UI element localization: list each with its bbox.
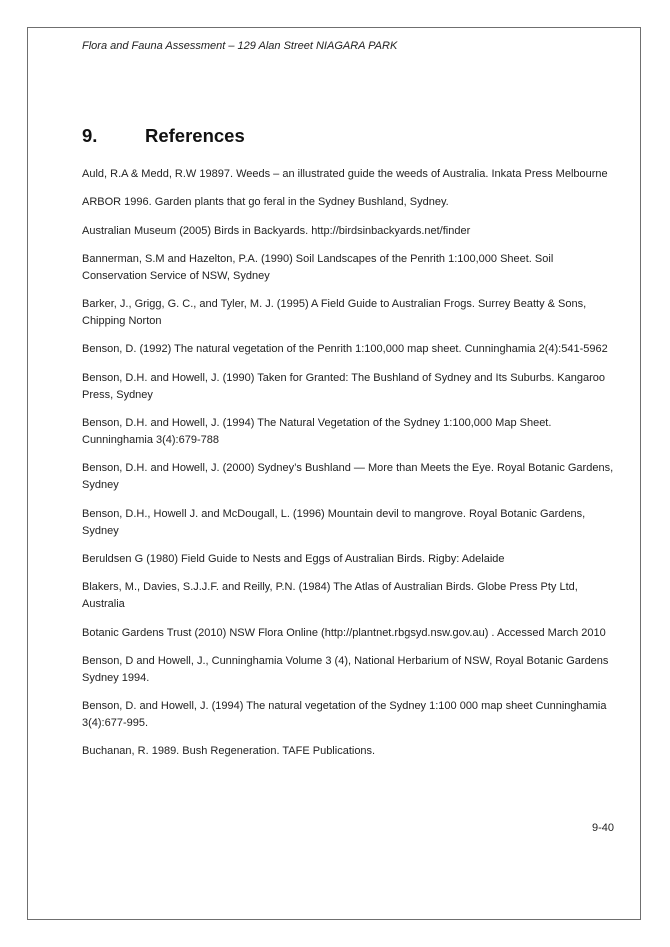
reference-item: ARBOR 1996. Garden plants that go feral in the Sydney Bushland, Sydney. bbox=[82, 196, 449, 209]
reference-item: Blakers, M., Davies, S.J.J.F. and Reilly, P.N. (1984) The Atlas of Australian Birds. Globe Press Pty Ltd, Australia bbox=[82, 581, 578, 611]
reference-list bbox=[82, 166, 614, 772]
reference-item: Barker, J., Grigg, G. C., and Tyler, M. J. (1995) A Field Guide to Australian Frogs. Surrey Beatty & Sons, Chipping Norton bbox=[82, 298, 587, 328]
reference-item: Auld, R.A & Medd, R.W 19897. Weeds – an illustrated guide the weeds of Australia. Inkata Press Melbourne bbox=[82, 168, 608, 180]
reference-item: Benson, D. and Howell, J. (1994) The natural vegetation of the Sydney 1:100 000 map sheet Cunninghamia 3(4):677-995. bbox=[82, 700, 607, 730]
reference-item: Benson, D and Howell, J., Cunninghamia Volume 3 (4), National Herbarium of NSW, Royal Botanic Gardens Sydney 1994. bbox=[82, 654, 609, 684]
running-header: Flora and Fauna Assessment – 129 Alan Street NIAGARA PARK bbox=[82, 40, 398, 52]
reference-item: Beruldsen G (1980) Field Guide to Nests and Eggs of Australian Birds. Rigby: Adelaide bbox=[82, 552, 505, 565]
page-number: 9-40 bbox=[591, 822, 614, 834]
reference-item: Benson, D.H. and Howell, J. (2000) Sydney’s Bushland — More than Meets the Eye. Royal Botanic Gardens, Sydney bbox=[82, 462, 614, 492]
reference-item: Benson, D.H. and Howell, J. (1990) Taken for Granted: The Bushland of Sydney and Its Suburbs. Kangaroo Press, Sydney bbox=[82, 371, 606, 401]
section-number: 9. bbox=[82, 125, 98, 146]
reference-item: Botanic Gardens Trust (2010) NSW Flora Online (http://plantnet.rbgsyd.nsw.gov.au) . Accessed March 2010 bbox=[82, 626, 606, 639]
reference-item: Benson, D.H., Howell J. and McDougall, L. (1996) Mountain devil to mangrove. Royal Botanic Gardens, Sydney bbox=[82, 507, 586, 537]
reference-item: Benson, D.H. and Howell, J. (1994) The Natural Vegetation of the Sydney 1:100,000 Map Sheet. Cunninghamia 3(4):679-788 bbox=[82, 417, 552, 447]
section-heading bbox=[82, 125, 245, 147]
reference-item: Bannerman, S.M and Hazelton, P.A. (1990) Soil Landscapes of the Penrith 1:100,000 Sheet. Soil Conservation Service of NSW, Sydney bbox=[82, 252, 554, 282]
reference-item: Benson, D. (1992) The natural vegetation of the Penrith 1:100,000 map sheet. Cunninghamia 2(4):541-5962 bbox=[82, 343, 608, 356]
reference-item: Australian Museum (2005) Birds in Backyards. http://birdsinbackyards.net/finder bbox=[82, 224, 471, 237]
reference-item: Buchanan, R. 1989. Bush Regeneration. TAFE Publications. bbox=[82, 745, 376, 758]
section-title: References bbox=[145, 125, 245, 146]
